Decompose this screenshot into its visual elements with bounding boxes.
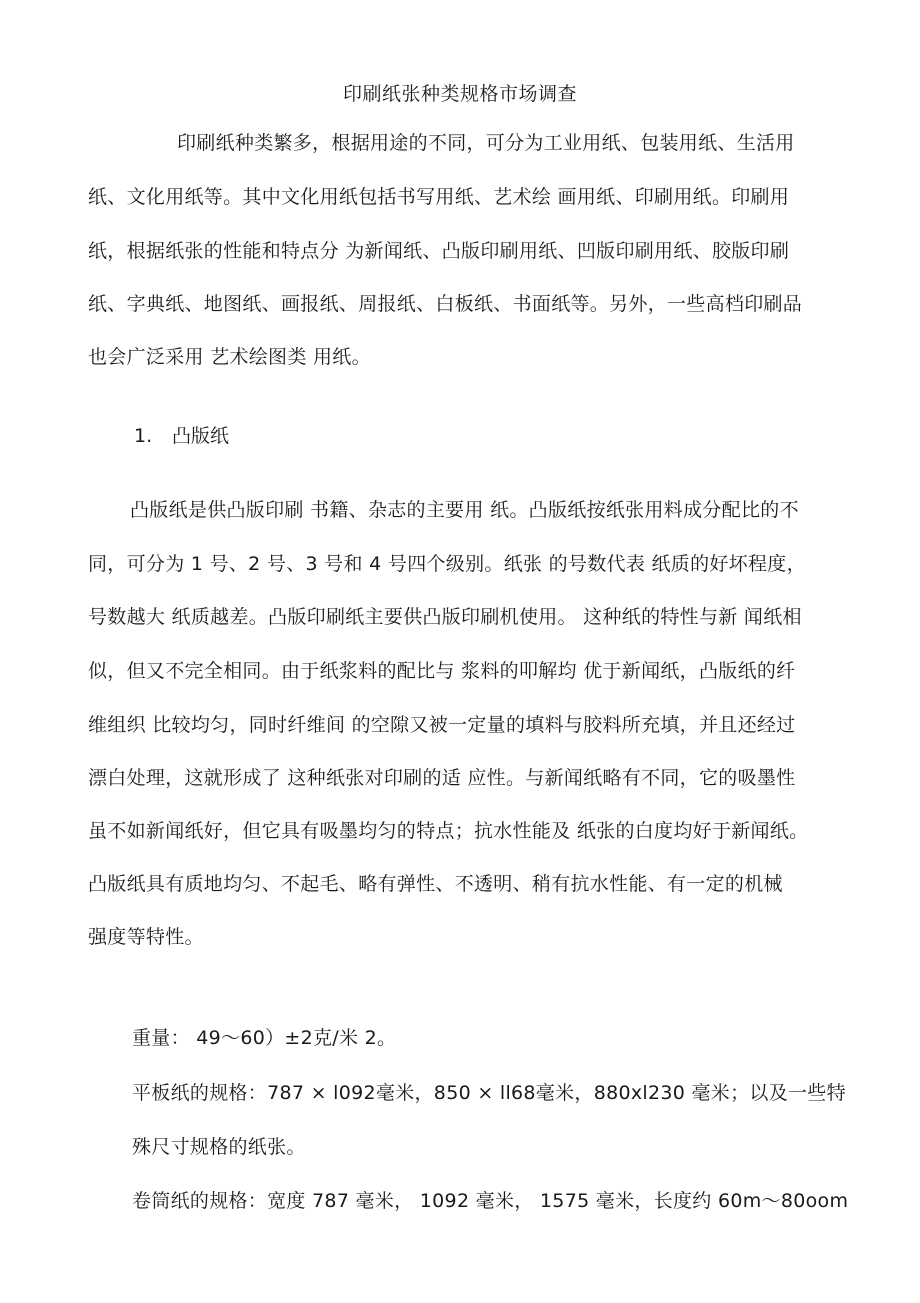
intro-line: 纸，根据纸张的性能和特点分 为新闻纸、凸版印刷用纸、凹版印刷用纸、胶版印刷 (88, 240, 790, 262)
body-line: 号数越大 纸质越差。凸版印刷纸主要供凸版印刷机使用。 这种纸的特性与新 闻纸相 (88, 606, 802, 628)
body-line: 漂白处理，这就形成了 这种纸张对印刷的适 应性。与新闻纸略有不同，它的吸墨性 (88, 767, 796, 789)
section-heading-text: 凸版纸 (172, 425, 230, 447)
body-line: 维组织 比较均匀，同时纤维间 的空隙又被一定量的填料与胶料所充填，并且还经过 (88, 714, 796, 736)
intro-line: 纸、字典纸、地图纸、画报纸、周报纸、白板纸、书面纸等。另外，一些高档印刷品 (88, 293, 803, 315)
section-heading (134, 422, 229, 450)
intro-line: 也会广泛采用 艺术绘图类 用纸。 (88, 346, 371, 368)
spec-sheet-sizes: 平板纸的规格：787 × l092毫米，850 × ll68毫米，880xl230 毫米；以及一些特 (132, 1082, 846, 1104)
section-number: 1. (134, 425, 153, 447)
spec-sheet-sizes-cont: 殊尺寸规格的纸张。 (132, 1136, 306, 1158)
body-line: 强度等特性。 (88, 926, 204, 948)
body-line: 凸版纸具有质地均匀、不起毛、略有弹性、不透明、稍有抗水性能、有一定的机械 (88, 873, 783, 895)
spec-weight: 重量： 49～60）±2克/米 2。 (132, 1027, 397, 1049)
page-title: 印刷纸张种类规格市场调查 (342, 83, 577, 105)
body-line: 似，但又不完全相同。由于纸浆料的配比与 浆料的叩解均 优于新闻纸，凸版纸的纤 (88, 660, 796, 682)
intro-line: 纸、文化用纸等。其中文化用纸包括书写用纸、艺术绘 画用纸、印刷用纸。印刷用 (88, 186, 790, 208)
spec-roll-sizes: 卷筒纸的规格：宽度 787 毫米， 1092 毫米， 1575 毫米，长度约 60m～80oom (132, 1190, 849, 1212)
body-line: 同，可分为 1 号、2 号、3 号和 4 号四个级别。纸张 的号数代表 纸质的好坏程度， (88, 553, 806, 575)
body-line: 虽不如新闻纸好，但它具有吸墨均匀的特点；抗水性能及 纸张的白度均好于新闻纸。 (88, 820, 809, 842)
intro-line: 印刷纸种类繁多，根据用途的不同，可分为工业用纸、包装用纸、生活用 (177, 132, 795, 154)
body-line: 凸版纸是供凸版印刷 书籍、杂志的主要用 纸。凸版纸按纸张用料成分配比的不 (130, 499, 799, 521)
